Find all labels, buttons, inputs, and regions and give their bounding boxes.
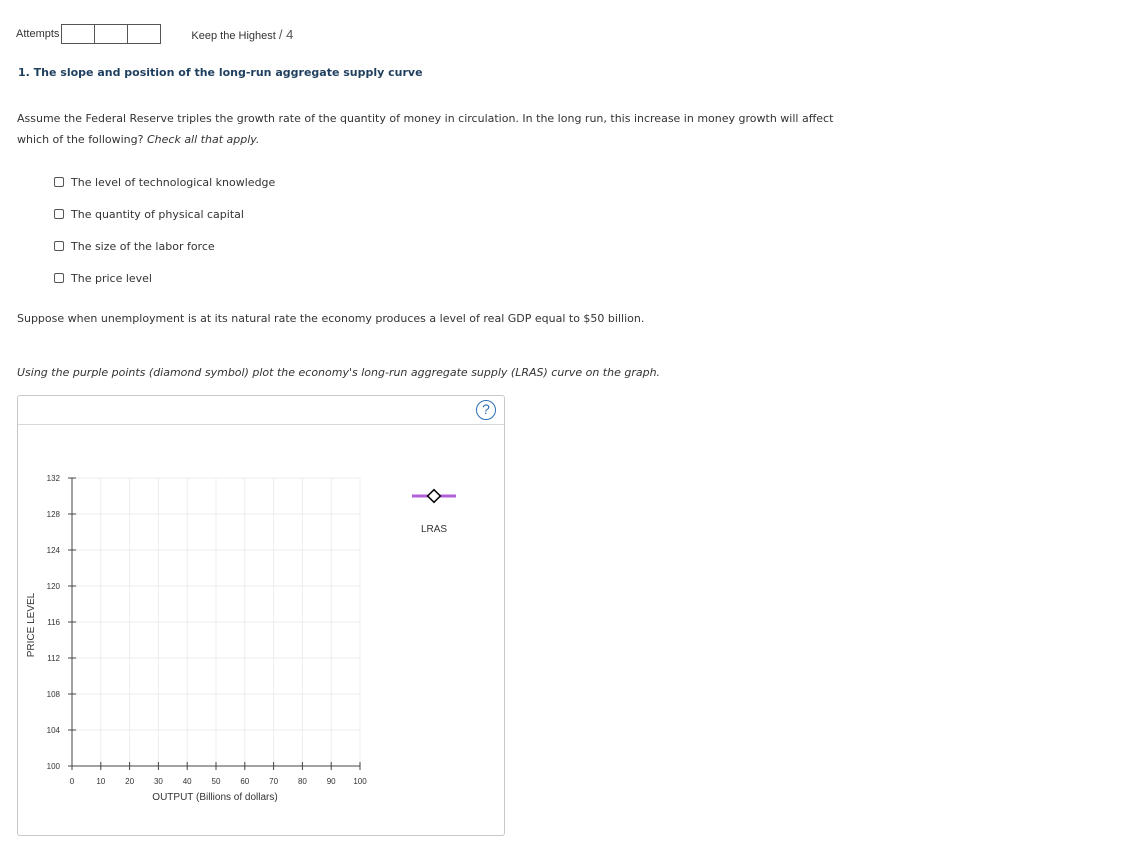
keep-highest-text: Keep the Highest bbox=[191, 29, 276, 42]
x-axis-title: OUTPUT (Billions of dollars) bbox=[152, 792, 278, 803]
y-tick-label: 132 bbox=[46, 474, 60, 483]
lras-tool[interactable] bbox=[412, 490, 456, 503]
attempts-row bbox=[16, 23, 293, 45]
y-tick-label: 112 bbox=[47, 654, 60, 663]
option-price-level[interactable] bbox=[54, 262, 275, 294]
keep-highest-label bbox=[191, 27, 293, 42]
max-score: / 4 bbox=[278, 26, 294, 42]
x-tick-label: 20 bbox=[125, 777, 135, 786]
attempts-label: Attempts bbox=[16, 28, 60, 40]
checkbox[interactable] bbox=[54, 241, 64, 251]
y-tick-label: 108 bbox=[46, 690, 60, 699]
graph-instruction: Using the purple points (diamond symbol) plot the economy's long-run aggregate supply (LRAS) curve on the graph. bbox=[17, 366, 661, 379]
x-tick-label: 0 bbox=[69, 777, 75, 786]
attempt-box-2 bbox=[94, 24, 128, 44]
graph-panel bbox=[17, 395, 505, 836]
x-tick-label: 40 bbox=[182, 777, 192, 786]
x-tick-label: 30 bbox=[153, 777, 163, 786]
lras-tool-label: LRAS bbox=[420, 524, 448, 535]
option-label[interactable]: The price level bbox=[71, 271, 152, 285]
y-axis-title: PRICE LEVEL bbox=[26, 592, 37, 658]
option-physical-capital[interactable] bbox=[54, 198, 275, 230]
x-tick-label: 50 bbox=[211, 777, 221, 786]
graph-chart[interactable] bbox=[18, 424, 504, 836]
y-tick-label: 100 bbox=[46, 762, 60, 771]
option-labor-force[interactable] bbox=[54, 230, 275, 262]
x-tick-label: 80 bbox=[297, 777, 307, 786]
x-tick-label: 100 bbox=[353, 777, 367, 786]
option-label[interactable]: The size of the labor force bbox=[71, 239, 215, 253]
checkbox[interactable] bbox=[54, 273, 64, 283]
question-mark-icon[interactable]: ? bbox=[476, 400, 496, 420]
y-tick-label: 128 bbox=[46, 510, 60, 519]
options-list bbox=[54, 166, 275, 294]
y-tick-label: 124 bbox=[46, 546, 60, 555]
question-title: 1. The slope and position of the long-run aggregate supply curve bbox=[18, 66, 423, 79]
checkbox[interactable] bbox=[54, 177, 64, 187]
gdp-statement: Suppose when unemployment is at its natural rate the economy produces a level of real GDP equal to $50 billion. bbox=[17, 312, 645, 325]
attempt-box-3 bbox=[127, 24, 161, 44]
y-tick-label: 116 bbox=[47, 618, 60, 627]
y-tick-label: 104 bbox=[46, 726, 60, 735]
x-tick-label: 10 bbox=[96, 777, 106, 786]
attempt-box-1 bbox=[61, 24, 95, 44]
prompt-instruction: Check all that apply. bbox=[146, 133, 260, 146]
x-tick-label: 90 bbox=[326, 777, 336, 786]
option-technology[interactable] bbox=[54, 166, 275, 198]
checkbox[interactable] bbox=[54, 209, 64, 219]
x-tick-label: 60 bbox=[240, 777, 250, 786]
y-tick-label: 120 bbox=[46, 582, 60, 591]
prompt-text: Assume the Federal Reserve triples the growth rate of the quantity of money in circulation. In the long run, this increase in money growth will affect which of the following? bbox=[17, 112, 834, 146]
question-prompt bbox=[17, 108, 837, 150]
diamond-icon[interactable] bbox=[428, 490, 441, 503]
x-tick-label: 70 bbox=[269, 777, 279, 786]
option-label[interactable]: The quantity of physical capital bbox=[71, 207, 244, 221]
graph-header bbox=[18, 396, 504, 425]
option-label[interactable]: The level of technological knowledge bbox=[71, 175, 276, 189]
